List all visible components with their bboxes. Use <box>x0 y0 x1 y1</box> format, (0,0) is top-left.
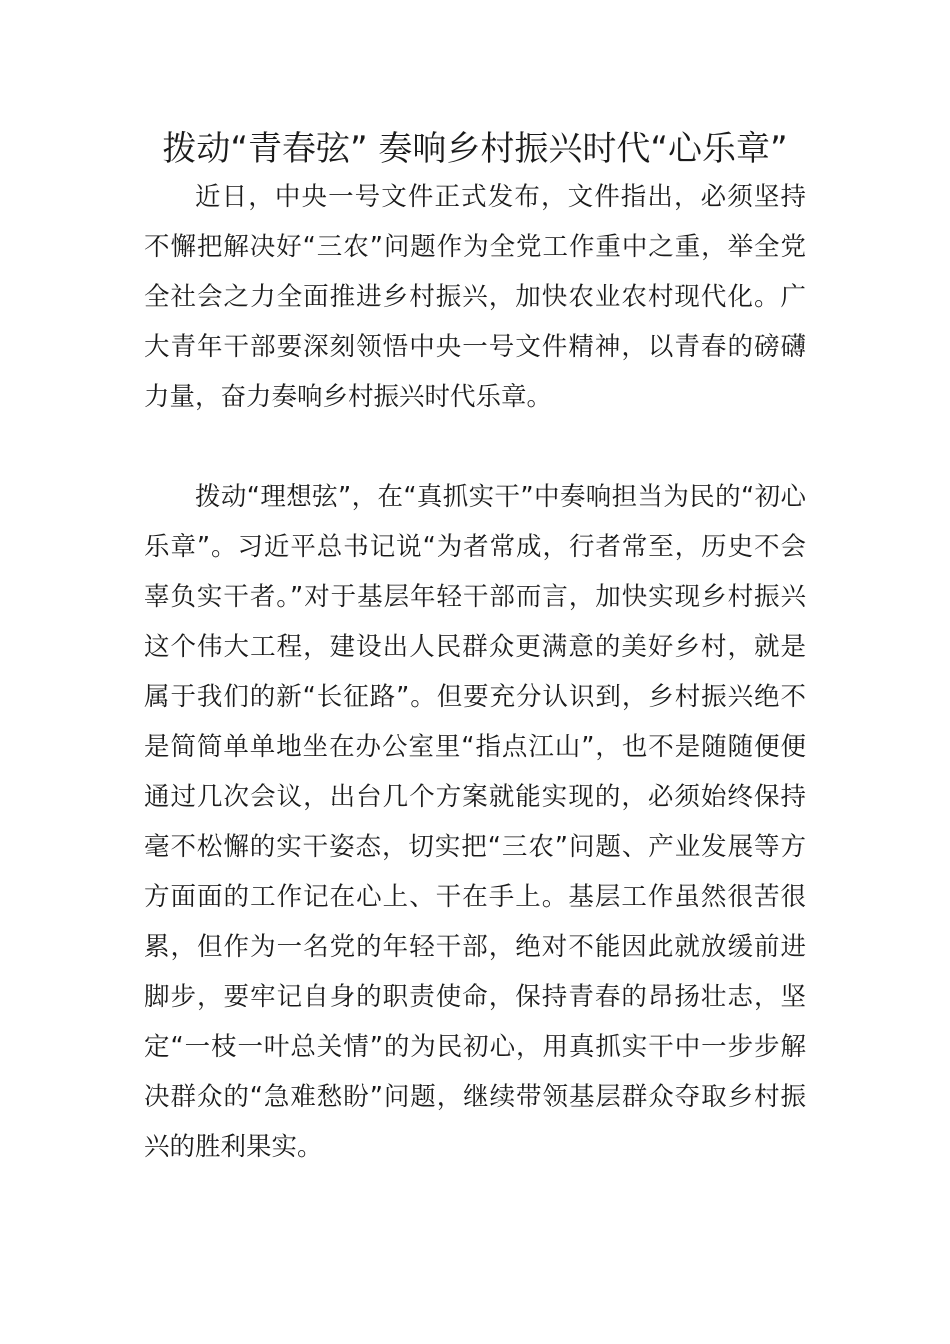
paragraph-2: 拨动“理想弦”，在“真抓实干”中奏响担当为民的“初心乐章”。习近平总书记说“为者常成，行者常至，历史不会辜负实干者。”对于基层年轻干部而言，加快实现乡村振兴这个伟大工程，建设出人民群众更满意的美好乡村，就是属于我们的新“长征路”。但要充分认识到，乡村振兴绝不是简简单单地坐在办公室里“指点江山”，也不是随随便便通过几次会议，出台几个方案就能实现的，必须始终保持毫不松懈的实干姿态，切实把“三农”问题、产业发展等方方面面的工作记在心上、干在手上。基层工作虽然很苦很累，但作为一名党的年轻干部，绝对不能因此就放缓前进脚步，要牢记自身的职责使命，保持青春的昂扬壮志，坚定“一枝一叶总关情”的为民初心，用真抓实干中一步步解决群众的“急难愁盼”问题，继续带领基层群众夺取乡村振兴的胜利果实。 <box>144 482 806 1162</box>
document-body <box>144 126 806 1172</box>
document-title: 拨动“青春弦” 奏响乡村振兴时代“心乐章” <box>162 129 788 169</box>
paragraph-spacer <box>144 422 806 472</box>
paragraph-1: 近日，中央一号文件正式发布，文件指出，必须坚持不懈把解决好“三农”问题作为全党工作重中之重，举全党全社会之力全面推进乡村振兴，加快农业农村现代化。广大青年干部要深刻领悟中央一号文件精神，以青春的磅礴力量，奋力奏响乡村振兴时代乐章。 <box>144 182 806 412</box>
